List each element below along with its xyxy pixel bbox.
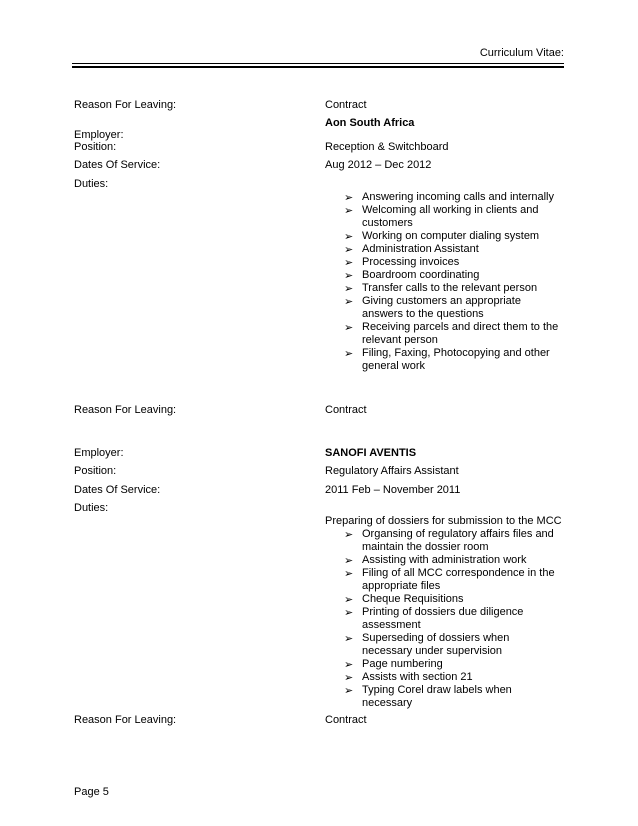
duty-item	[344, 191, 559, 204]
duty-item	[344, 671, 559, 684]
arrow-bullet-icon: ➢	[344, 567, 354, 580]
duty-item	[344, 269, 559, 282]
duty-item	[344, 528, 559, 554]
dates-label: Dates Of Service:	[74, 484, 161, 496]
arrow-bullet-icon: ➢	[344, 269, 354, 282]
arrow-bullet-icon: ➢	[344, 282, 354, 295]
duty-item	[344, 243, 559, 256]
arrow-bullet-icon: ➢	[344, 321, 354, 334]
arrow-bullet-icon: ➢	[344, 243, 354, 256]
arrow-bullet-icon: ➢	[344, 256, 354, 269]
duty-text: Receiving parcels and direct them to the relevant person	[362, 321, 559, 346]
duty-text: Boardroom coordinating	[362, 269, 480, 281]
duty-item	[344, 684, 559, 710]
duty-item	[344, 256, 559, 269]
reason-value: Contract	[325, 99, 367, 111]
arrow-bullet-icon: ➢	[344, 191, 354, 204]
duty-item	[344, 567, 559, 593]
duties-list	[344, 191, 559, 373]
dates-label: Dates Of Service:	[74, 159, 161, 171]
duty-text: Answering incoming calls and internally	[362, 191, 554, 203]
reason-label: Reason For Leaving:	[74, 714, 177, 726]
dates-value: 2011 Feb – November 2011	[325, 484, 461, 496]
arrow-bullet-icon: ➢	[344, 658, 354, 671]
duty-item	[344, 347, 559, 373]
arrow-bullet-icon: ➢	[344, 632, 354, 645]
arrow-bullet-icon: ➢	[344, 347, 354, 360]
duties-label: Duties:	[74, 502, 109, 514]
duty-text: Administration Assistant	[362, 243, 479, 255]
employer-label: Employer:	[74, 129, 124, 141]
duty-text: Processing invoices	[362, 256, 460, 268]
duties-intro: Preparing of dossiers for submission to the MCC	[325, 515, 562, 527]
duty-text: Giving customers an appropriate answers to the questions	[362, 295, 521, 320]
reason-value: Contract	[325, 714, 367, 726]
duty-text: Transfer calls to the relevant person	[362, 282, 538, 294]
duty-item	[344, 658, 559, 671]
duty-text: Organsing of regulatory affairs files and maintain the dossier room	[362, 528, 554, 553]
reason-label: Reason For Leaving:	[74, 404, 177, 416]
duties-list	[344, 528, 559, 710]
arrow-bullet-icon: ➢	[344, 593, 354, 606]
duty-text: Page numbering	[362, 658, 443, 670]
position-value: Reception & Switchboard	[325, 141, 449, 153]
duty-item	[344, 321, 559, 347]
dates-value: Aug 2012 – Dec 2012	[325, 159, 432, 171]
duty-text: Typing Corel draw labels when necessary	[362, 684, 512, 709]
employer-value: Aon South Africa	[325, 117, 415, 129]
position-label: Position:	[74, 141, 117, 153]
duty-text: Superseding of dossiers when necessary under supervision	[362, 632, 510, 657]
position-label: Position:	[74, 465, 117, 477]
duty-text: Printing of dossiers due diligence assessment	[362, 606, 524, 631]
document-header-title: Curriculum Vitae:	[479, 47, 564, 59]
position-value: Regulatory Affairs Assistant	[325, 465, 459, 477]
duty-text: Filing, Faxing, Photocopying and other general work	[362, 347, 550, 372]
header-rule-thin	[72, 63, 564, 64]
duty-text: Assists with section 21	[362, 671, 473, 683]
duty-item	[344, 282, 559, 295]
duty-text: Cheque Requisitions	[362, 593, 464, 605]
arrow-bullet-icon: ➢	[344, 554, 354, 567]
arrow-bullet-icon: ➢	[344, 671, 354, 684]
page-number: Page 5	[74, 786, 109, 798]
duty-text: Working on computer dialing system	[362, 230, 540, 242]
duty-item	[344, 230, 559, 243]
duty-item	[344, 632, 559, 658]
duty-item	[344, 204, 559, 230]
arrow-bullet-icon: ➢	[344, 684, 354, 697]
duty-text: Welcoming all working in clients and customers	[362, 204, 539, 229]
arrow-bullet-icon: ➢	[344, 528, 354, 541]
header-rule-thick	[72, 66, 564, 68]
arrow-bullet-icon: ➢	[344, 204, 354, 217]
arrow-bullet-icon: ➢	[344, 606, 354, 619]
duty-text: Assisting with administration work	[362, 554, 527, 566]
reason-value: Contract	[325, 404, 367, 416]
reason-label: Reason For Leaving:	[74, 99, 177, 111]
employer-value: SANOFI AVENTIS	[325, 447, 417, 459]
duty-item	[344, 295, 559, 321]
duties-label: Duties:	[74, 178, 109, 190]
duty-text: Filing of all MCC correspondence in the appropriate files	[362, 567, 555, 592]
arrow-bullet-icon: ➢	[344, 295, 354, 308]
duty-item	[344, 554, 559, 567]
duty-item	[344, 606, 559, 632]
duty-item	[344, 593, 559, 606]
employer-label: Employer:	[74, 447, 124, 459]
arrow-bullet-icon: ➢	[344, 230, 354, 243]
